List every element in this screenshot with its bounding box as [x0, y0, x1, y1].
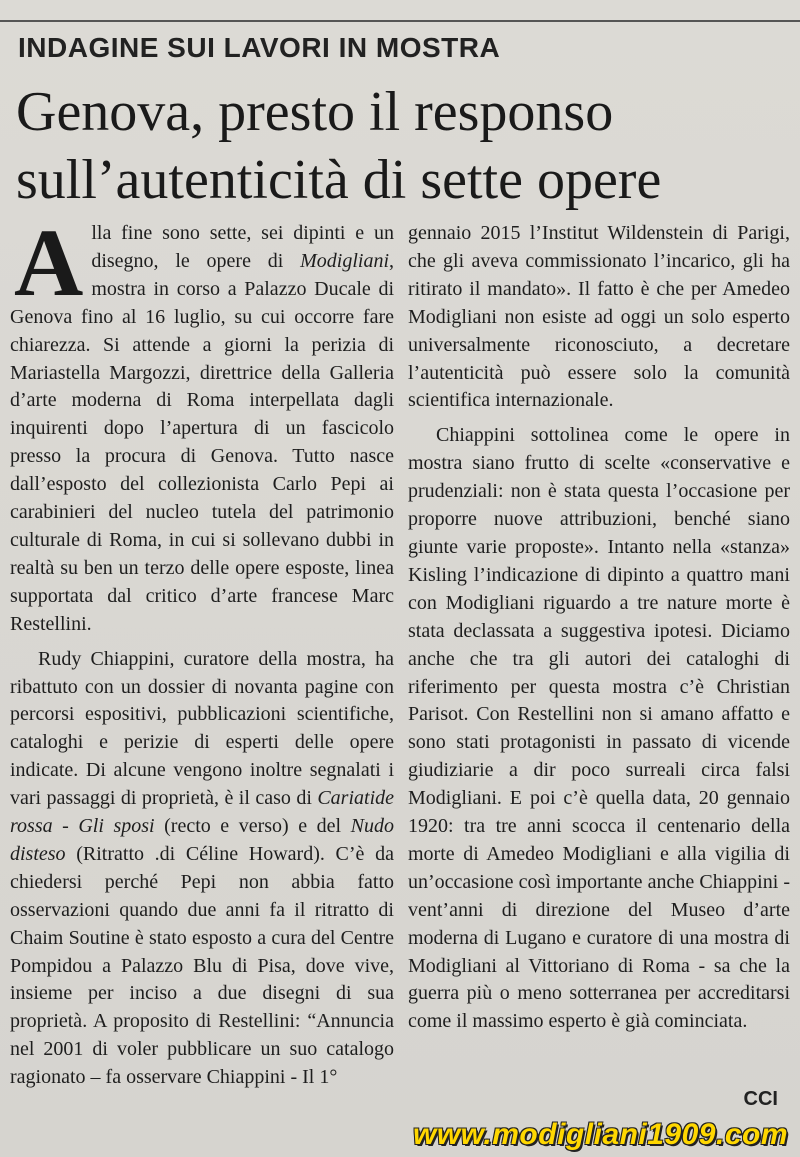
website-watermark: www.modigliani1909.com [413, 1118, 788, 1151]
paragraph-1-text-b: , mostra in corso a Palazzo Ducale di Genova fino al 16 luglio, su cui occorre fare chiarezza. Si attende a giorni la perizia di Mariastella Margozzi, direttrice della Galleria d’arte moderna di Roma interpellata dagli inquirenti dopo l’apertura di un fascicolo presso la procura di Genova. Tutto nasce dall’esposto del collezionista Carlo Pepi ai carabinieri del nucleo tutela del patrimonio culturale di Roma, in cui si sollevano dubbi in realtà su ben un terzo delle opere esposte, linea supportata dal critico d’arte francese Marc Restellini. [10, 249, 394, 635]
headline-line-2: sull’autenticità di sette opere [16, 149, 662, 211]
top-rule [0, 20, 800, 22]
artwork-title-nudo: Nudo disteso [10, 815, 394, 865]
paragraph-1 [10, 209, 394, 639]
kicker: INDAGINE SUI LAVORI IN MOSTRA [18, 32, 501, 63]
author-signature: CCI [743, 1088, 778, 1110]
drop-cap: A [14, 209, 84, 316]
paragraph-2-text-a: Rudy Chiappini, curatore della mostra, ha ribattuto con un dossier di novanta pagine con percorsi espositivi, pubblicazioni scientifiche, cataloghi e perizie di esperti delle opere indicate. Di alcune vengono inoltre segnalati i vari passaggi di proprietà, è il caso di [10, 647, 394, 810]
headline-line-1: Genova, presto il responso [16, 81, 614, 143]
paragraph-2-text-b: (recto e verso) e del [154, 815, 351, 838]
paragraph-2 [10, 646, 394, 1093]
artist-name: Modigliani [300, 249, 389, 272]
paragraph-1-text-a: lla fine sono sette, sei dipinti e un disegno, le opere di [91, 222, 394, 272]
article-column-2 [408, 220, 790, 1036]
artwork-title-cariatide: Cariatide rossa - Gli sposi [10, 787, 394, 838]
paragraph-3: gennaio 2015 l’Institut Wildenstein di Parigi, che gli aveva commissionato l’incarico, gli ha ritirato il mandato». Il fatto è che per Amedeo Modigliani non esiste ad oggi un solo esperto universalmente riconosciuto, a decretare l’autenticità può essere solo la comunità scientifica internazionale. [408, 222, 790, 412]
paragraph-4: Chiappini sottolinea come le opere in mostra siano frutto di scelte «conservative e prudenziali: non è stata questa l’occasione per proporre nuove attribuzioni, benché siano giunte varie proposte». Intanto nella «stanza» Kisling l’indicazione di dipinto a quattro mani con Modigliani riguardo a tre nature morte è stata declassata a suggestiva ipotesi. Diciamo anche che tra gli autori dei cataloghi di riferimento per questa mostra c’è Christian Parisot. Con Restellini non si amano affatto e sono stati protagonisti in passato di vicende giudiziarie a dir poco surreali circa falsi Modigliani. E poi c’è quella data, 20 gennaio 1920: tra tre anni scocca il centenario della morte di Amedeo Modigliani e alla vigilia di un’occasione così importante anche Chiappini - vent’anni di direzione del Museo d’arte moderna di Lugano e curatore di una mostra di Modigliani al Vittoriano di Roma - sa che la guerra più o meno sotterranea per accreditarsi come il massimo esperto è già cominciata. [408, 424, 790, 1033]
article-column-1 [10, 209, 394, 1092]
headline [16, 78, 788, 214]
paragraph-2-text-c: (Ritratto .di Céline Howard). C’è da chiedersi perché Pepi non abbia fatto osservazioni quando due anni fa il ritratto di Chaim Soutine è stato esposto a cura del Centre Pompidou a Palazzo Blu di Pisa, dove vive, insieme per inciso a due disegni di sua proprietà. A proposito di Restellini: “Annuncia nel 2001 di voler pubblicare un suo catalogo ragionato – fa osservare Chiappini - Il 1° [10, 842, 394, 1089]
